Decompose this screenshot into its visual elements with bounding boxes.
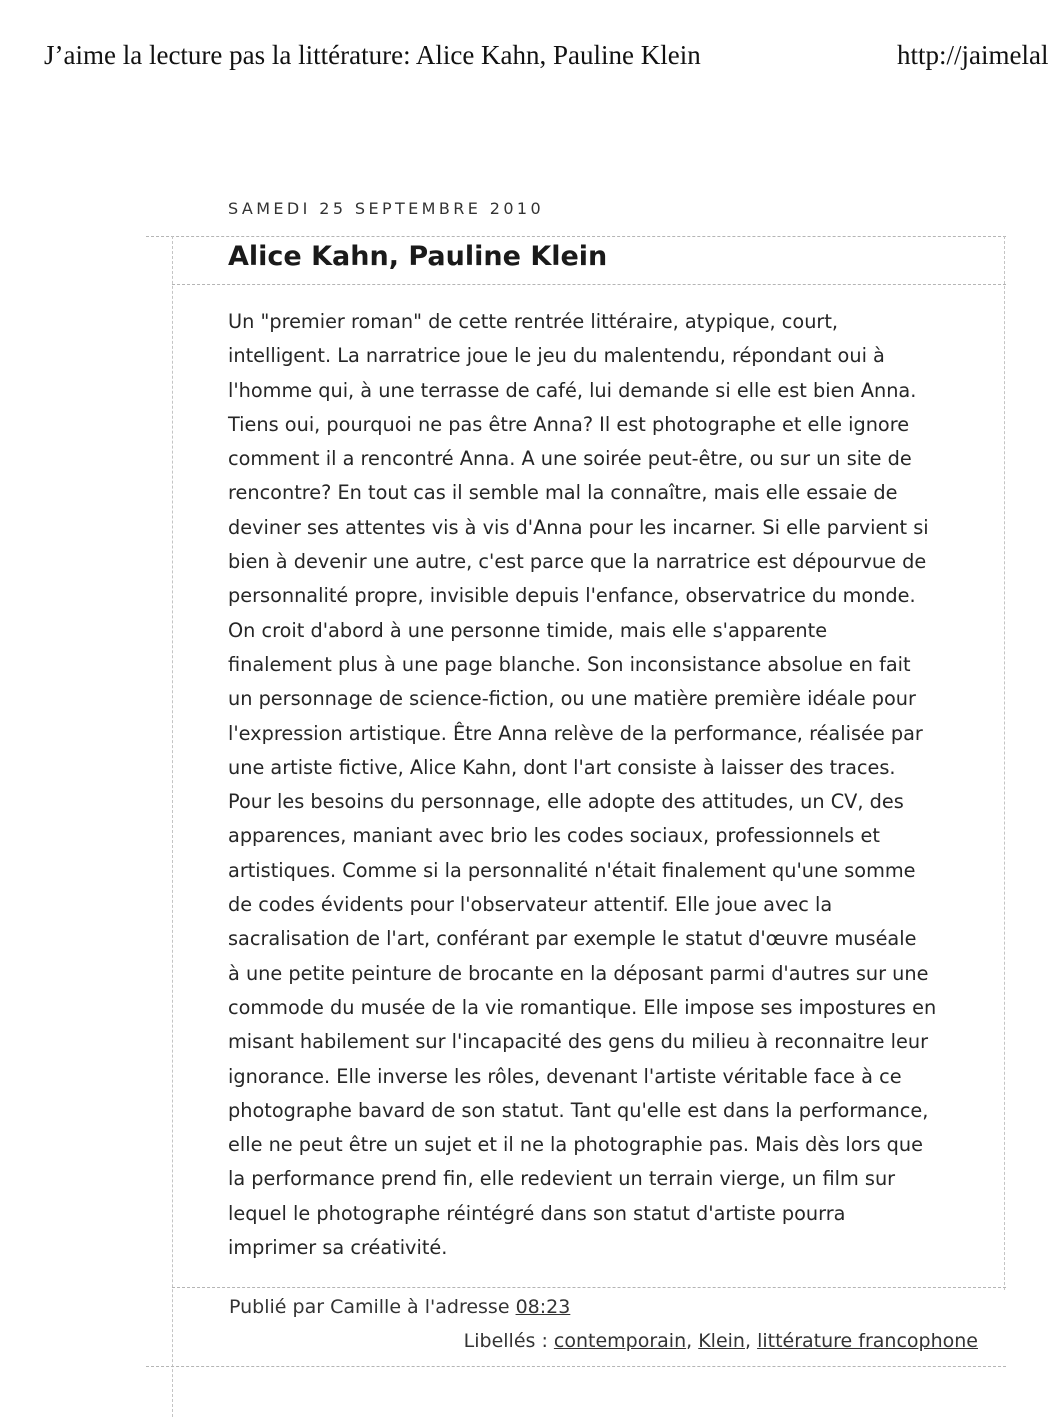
post-body-line: commode du musée de la vie romantique. Elle impose ses impostures en	[228, 995, 937, 1019]
post-body-line: bien à devenir une autre, c'est parce que la narratrice est dépourvue de	[228, 550, 927, 574]
divider-footer-top	[172, 1287, 1006, 1288]
post-body-line: une artiste fictive, Alice Kahn, dont l'art consiste à laisser des traces.	[228, 755, 896, 779]
divider-under-title	[172, 284, 1006, 285]
post-body-line: rencontre? En tout cas il semble mal la connaître, mais elle essaie de	[228, 481, 898, 505]
labels-list	[554, 1330, 978, 1352]
post-title: Alice Kahn, Pauline Klein	[228, 241, 608, 272]
divider-top	[146, 236, 1006, 237]
post-body-line: apparences, maniant avec brio les codes sociaux, professionnels et	[228, 824, 880, 848]
print-header	[44, 40, 1056, 80]
label-link[interactable]: contemporain	[553, 1330, 687, 1352]
print-page-url: http://jaimelal	[897, 40, 1049, 70]
post-body-line: comment il a rencontré Anna. A une soirée peut-être, ou sur un site de	[228, 447, 912, 471]
post-body-line: sacralisation de l'art, conférant par exemple le statut d'œuvre muséale	[228, 927, 917, 951]
post-body-line: ignorance. Elle inverse les rôles, devenant l'artiste véritable face à ce	[228, 1064, 902, 1088]
label-separator: ,	[686, 1330, 699, 1352]
divider-left	[172, 236, 173, 1417]
post-body-line: artistiques. Comme si la personnalité n'était finalement qu'une somme	[228, 858, 916, 882]
label-link[interactable]: littérature francophone	[757, 1330, 978, 1352]
post-time-link[interactable]: 08:23	[515, 1296, 571, 1318]
post-date: SAMEDI 25 SEPTEMBRE 2010	[228, 199, 545, 218]
next-section-heading-fragment	[228, 1408, 398, 1417]
label-link[interactable]: Klein	[698, 1330, 745, 1352]
post-body-line: finalement plus à une page blanche. Son inconsistance absolue en fait	[228, 652, 911, 676]
post-body-line: Un "premier roman" de cette rentrée littéraire, atypique, court,	[228, 310, 839, 333]
post-footer-labels	[464, 1330, 978, 1352]
post-body-line: l'expression artistique. Être Anna relève de la performance, réalisée par	[228, 721, 923, 745]
divider-footer-bottom	[146, 1366, 1006, 1367]
post-body-line: deviner ses attentes vis à vis d'Anna pour les incarner. Si elle parvient si	[228, 515, 929, 539]
published-by-label: Publié par Camille à l'adresse	[229, 1296, 516, 1318]
post-footer-author	[229, 1296, 570, 1318]
post-body-line: imprimer sa créativité.	[228, 1236, 448, 1260]
print-page-title: J’aime la lecture pas la littérature: Alice Kahn, Pauline Klein	[44, 40, 701, 70]
post-body-line: intelligent. La narratrice joue le jeu du malentendu, répondant oui à	[228, 344, 885, 368]
post-body-line: photographe bavard de son statut. Tant qu'elle est dans la performance,	[228, 1098, 929, 1122]
post-body-line: Pour les besoins du personnage, elle adopte des attitudes, un CV, des	[228, 790, 904, 814]
post-body-line: la performance prend fin, elle redevient un terrain vierge, un film sur	[228, 1167, 896, 1191]
post-body-line: misant habilement sur l'incapacité des gens du milieu à reconnaitre leur	[228, 1030, 929, 1054]
post-body-line: lequel le photographe réintégré dans son statut d'artiste pourra	[228, 1201, 846, 1225]
post-body-line: elle ne peut être un sujet et il ne la photographie pas. Mais dès lors que	[228, 1133, 923, 1157]
post-body-line: personnalité propre, invisible depuis l'enfance, observatrice du monde.	[228, 584, 916, 608]
post-body-line: l'homme qui, à une terrasse de café, lui demande si elle est bien Anna.	[228, 378, 917, 402]
post-body	[228, 305, 984, 1265]
post-body-line: un personnage de science-fiction, ou une matière première idéale pour	[228, 687, 916, 711]
labels-prefix: Libellés :	[463, 1330, 554, 1352]
divider-right	[1004, 236, 1005, 1290]
label-separator: ,	[744, 1330, 758, 1352]
post-body-line: à une petite peinture de brocante en la déposant parmi d'autres sur une	[228, 961, 929, 985]
post-body-line: Tiens oui, pourquoi ne pas être Anna? Il est photographe et elle ignore	[228, 412, 910, 436]
post-body-line: de codes évidents pour l'observateur attentif. Elle joue avec la	[228, 893, 833, 917]
post-body-line: On croit d'abord à une personne timide, mais elle s'apparente	[228, 618, 828, 642]
